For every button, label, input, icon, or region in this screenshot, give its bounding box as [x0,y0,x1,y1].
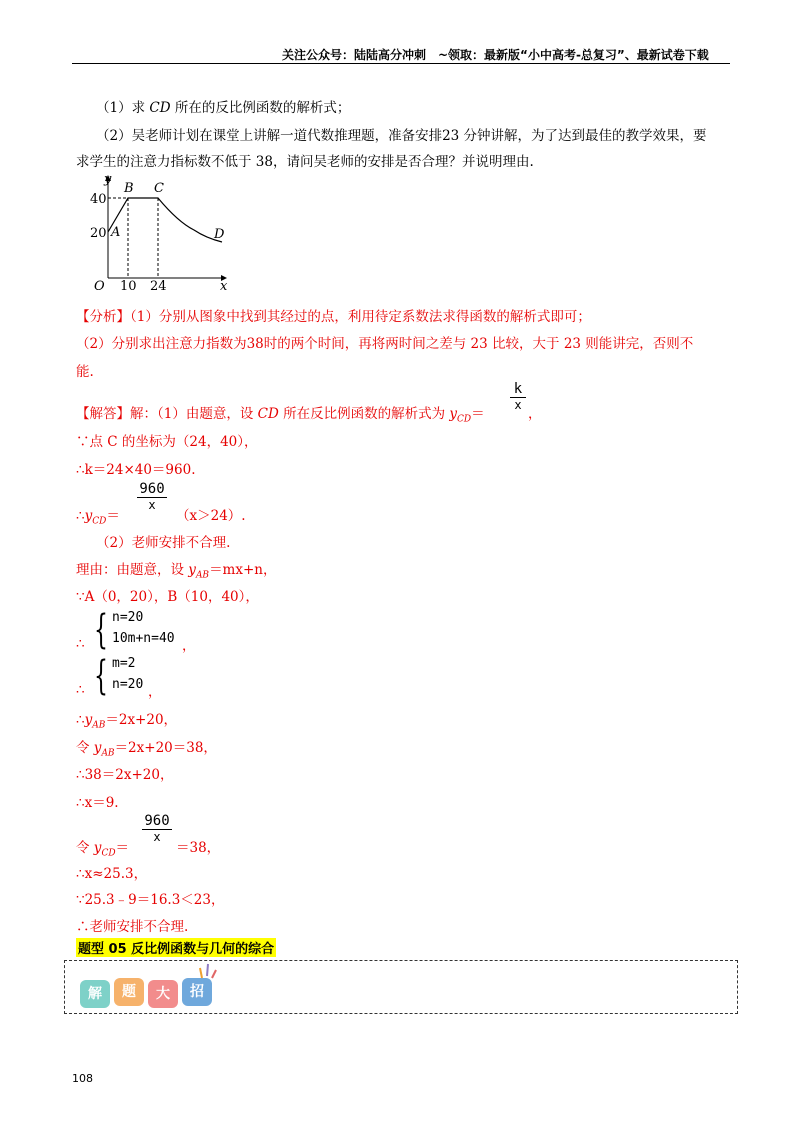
solution-line6: 理由：由题意，设 $y_{AB}=mx+n$， [76,562,277,581]
question-2-line2: 求学生的注意力指标数不低于 38，请问吴老师的安排是否合理？并说明理由. [76,154,534,170]
system1-therefore: ∴ [76,636,85,652]
fraction-k-over-x: k x [510,381,526,412]
tile-3: 大 [148,980,178,1008]
sparkle-icon [198,962,218,980]
tile-2: 题 [114,978,144,1006]
question-2-line1: （2）吴老师计划在课堂上讲解一道代数推理题，准备安排23 分钟讲解，为了达到最佳的教学效果，要 [96,128,707,144]
fraction-960-over-x-2: 960 x [142,813,172,844]
origin-label: O [94,279,105,294]
page-number: 108 [72,1072,93,1085]
solution-line15: ∴x≈25.3， [76,866,148,882]
solution-line17: ∴老师安排不合理. [76,919,189,935]
curve-abcd [108,198,222,242]
solution-line1-comma: ， [528,406,542,422]
point-b: B [124,181,134,196]
tick-40: 40 [90,192,107,207]
y-label: y [104,172,112,187]
solution-line5: （2）老师安排不合理. [96,535,231,551]
solution-line14-tail: ＝38， [176,840,221,856]
solution-line11: 令 $y_{AB}=2x+20=38$， [76,740,217,759]
system2-therefore: ∴ [76,682,85,698]
point-c: C [154,181,164,196]
system2-brace: { [94,653,108,699]
solution-line7: ∵A（0，20），B（10，40）， [76,589,259,605]
solution-line16: ∵25.3﹣9＝16.3＜23， [76,892,225,908]
fraction-960-over-x: 960 x [137,481,167,512]
solution-line4: $\therefore y_{CD}=$ [76,508,120,527]
solution-line3: ∴k＝24×40＝960. [76,462,196,478]
function-graph [86,170,236,298]
tile-4: 招 [182,978,212,1006]
tick-10: 10 [120,279,137,294]
tile-1: 解 [80,980,110,1008]
analysis-line2: （2）分别求出注意力指数为38时的两个时间，再将两时间之差与 23 比较，大于 23 则能讲完，否则不 [76,336,694,352]
analysis-line3: 能. [76,364,94,380]
question-1: （1）求 CD 所在的反比例函数的解析式； [96,100,351,116]
solution-line13: ∴x＝9. [76,795,119,811]
solution-line10: $\therefore y_{AB}=2x+20$， [76,712,178,731]
section-title: 题型 05 反比例函数与几何的综合 [76,938,276,957]
system1-brace: { [94,607,108,653]
system1-eq2: 10m+n=40 [112,631,175,646]
solution-line14: 令 $y_{CD}=$ [76,840,130,859]
system1-eq1: n=20 [112,610,144,625]
solution-line1: 【解答】解：（1）由题意，设 CD 所在反比例函数的解析式为 $y_{CD}=$ [76,406,485,425]
point-d: D [214,227,225,242]
tick-20: 20 [90,226,107,241]
solution-line2: ∵点 C 的坐标为（24，40）， [76,434,258,450]
system2-eq2: n=20 [112,677,144,692]
tick-24: 24 [150,279,167,294]
system2-eq1: m=2 [112,656,136,671]
x-label: x [220,279,228,294]
analysis-line1: 【分析】（1）分别从图象中找到其经过的点，利用待定系数法求得函数的解析式即可； [76,309,591,325]
solution-line12: ∴38＝2x+20， [76,767,174,783]
solution-line4-cond: （x＞24）. [176,508,246,524]
header-text: 关注公众号：陆陆高分冲刺 ~领取：最新版“小中高考-总复习”、最新试卷下载 [282,48,709,62]
system2-comma: ， [148,684,162,700]
header-divider [72,63,730,64]
point-a: A [111,225,121,240]
system1-comma: ， [182,638,196,654]
